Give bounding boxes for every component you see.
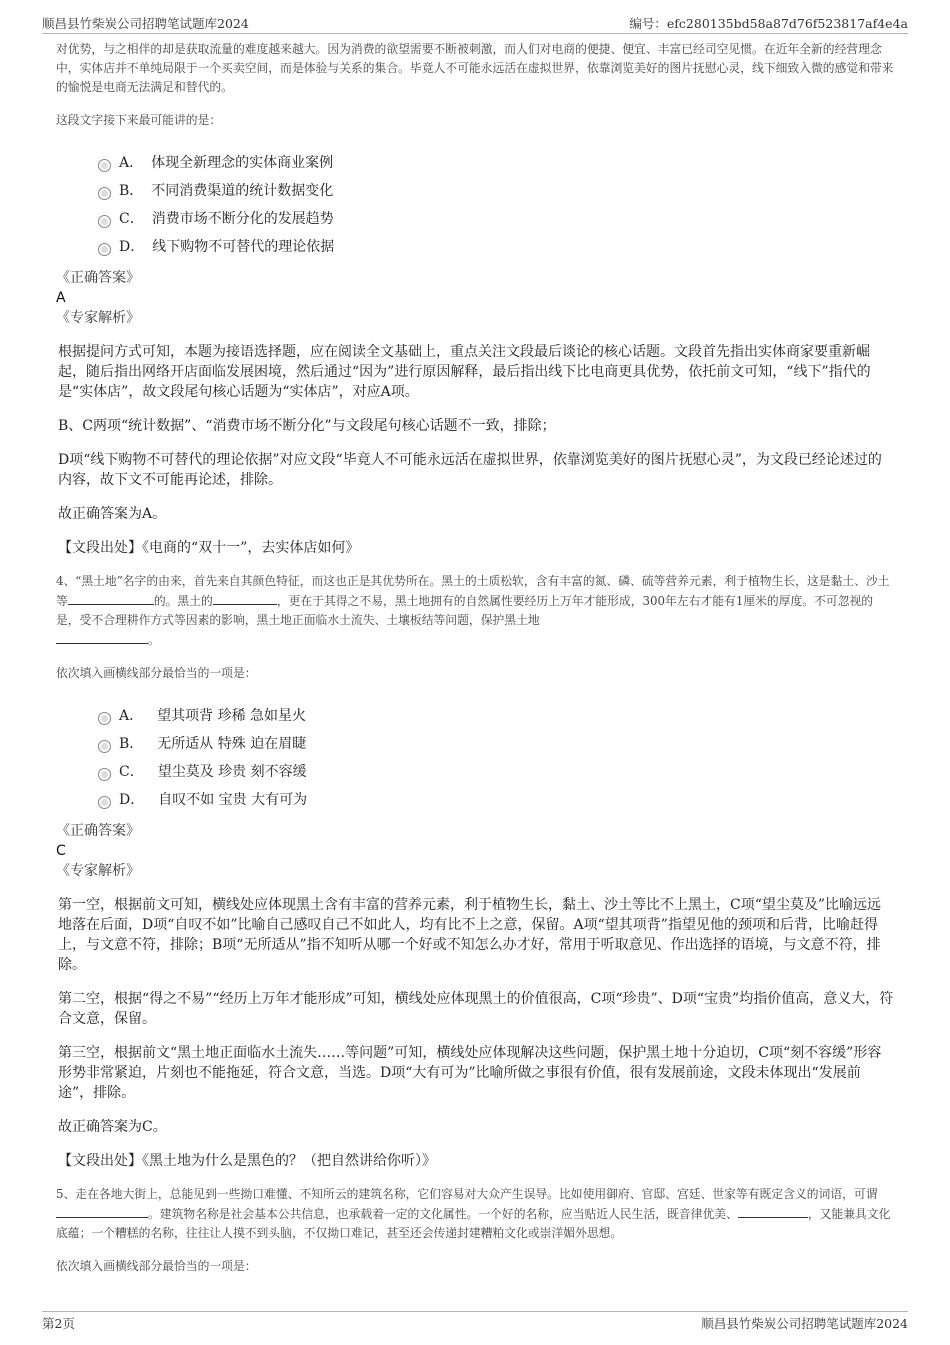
radio-icon[interactable] [98,712,111,725]
q4-blank-3[interactable] [56,630,148,644]
page-content [56,40,894,1294]
q3-analysis-4: 故正确答案为A。 [58,506,167,522]
q4-option-c[interactable]: C． 望尘莫及 珍贵 刻不容缓 [98,757,894,785]
question-4 [56,572,894,1171]
q3-source: 【文段出处】《电商的“双十一”，去实体店如何》 [58,540,360,556]
header-doc-id: 编号：efc280135bd58a87d76f523817af4e4a [629,15,908,31]
q4-analysis-3: 第三空，根据前文“黑土地正面临水土流失……等问题”可知，横线处应体现解决这些问题，保护黑土地十分迫切，C项“刻不容缓”形容形势非常紧迫，片刻也不能拖延，符合文意，当选。D项“大有可为”比喻所做之事很有价值，很有发展前途，文段未体现出“发展前途”，排除。 [58,1045,882,1101]
q4-option-d[interactable]: D． 自叹不如 宝贵 大有可为 [98,785,894,813]
q4-option-a[interactable]: A． 望其项背 珍稀 急如星火 [98,701,894,729]
q4-options [98,701,894,813]
q3-analysis-1: 根据提问方式可知，本题为接语选择题，应在阅读全文基础上，重点关注文段最后谈论的核心话题。文段首先指出实体商家要重新崛起，随后指出网络开店面临发展困境，然后通过“因为”进行原因解释，最后指出线下比电商更具优势，依托前文可知，“线下”指代的是“实体店”，故文段尾句核心话题为“实体店”，对应A项。 [58,344,871,400]
q4-answer: C [56,843,66,859]
question-5 [56,1185,894,1276]
radio-icon[interactable] [98,187,111,200]
q3-prompt: 这段文字接下来最可能讲的是： [56,113,222,127]
q4-analysis-4: 故正确答案为C。 [58,1119,167,1135]
q4-blank-2[interactable] [213,591,277,605]
q3-answer-label: 《正确答案》 [56,270,140,286]
q3-option-a[interactable]: A． 体现全新理念的实体商业案例 [98,148,894,176]
q5-prompt: 依次填入画横线部分最恰当的一项是： [56,1259,257,1273]
footer-title: 顺昌县竹柴炭公司招聘笔试题库2024 [701,1315,908,1331]
q3-option-b[interactable]: B． 不同消费渠道的统计数据变化 [98,176,894,204]
q3-option-c[interactable]: C． 消费市场不断分化的发展趋势 [98,204,894,232]
q4-answer-label: 《正确答案》 [56,823,140,839]
radio-icon[interactable] [98,215,111,228]
q3-answer: A [56,290,66,306]
q5-blank-1[interactable] [56,1204,148,1218]
radio-icon[interactable] [98,740,111,753]
q4-prompt: 依次填入画横线部分最恰当的一项是： [56,666,257,680]
q4-passage: 4、“黑土地”名字的由来，首先来自其颜色特征，而这也正是其优势所在。黑土的土质松软，含有丰富的氮、磷、硫等营养元素，利于植物生长，这是黏土、沙土等 的。黑土的 ，更在于其得之不易，黑土地拥有的自然属性要经历上万年才能形成，300年左右才能有1厘米的厚度。不可忽视的是，受不合理耕作方式等因素的影响，黑土地正面临水土流失、土壤板结等问题，保护黑土地 。 [56,574,890,647]
header-title: 顺昌县竹柴炭公司招聘笔试题库2024 [42,15,249,31]
q5-blank-2[interactable] [738,1204,808,1218]
radio-icon[interactable] [98,768,111,781]
radio-icon[interactable] [98,243,111,256]
q4-analysis-2: 第二空，根据“得之不易”“经历上万年才能形成”可知，横线处应体现黑土的价值很高，C项“珍贵”、D项“宝贵”均指价值高，意义大，符合文意，保留。 [58,991,894,1027]
q4-analysis-label: 《专家解析》 [56,863,140,879]
q3-options [98,148,894,260]
q3-option-d[interactable]: D． 线下购物不可替代的理论依据 [98,232,894,260]
page-footer [42,1311,908,1333]
q5-passage: 5、走在各地大街上，总能见到一些拗口难懂、不知所云的建筑名称，它们容易对大众产生误导。比如使用御府、官邸、宫廷、世家等有既定含义的词语，可谓。建筑物名称是社会基本公共信息，也承载着一定的文化属性。一个好的名称，应当贴近人民生活，既音律优美、 ，又能兼具文化底蕴；一个糟糕的名称，往往让人摸不到头脑，不仅拗口难记，甚至还会传递封建糟粕文化或崇洋媚外思想。 [56,1187,891,1240]
q3-analysis-label: 《专家解析》 [56,310,140,326]
q3-analysis-3: D项“线下购物不可替代的理论依据”对应文段“毕竟人不可能永远活在虚拟世界，依靠浏览美好的图片抚慰心灵”，为文段已经论述过的内容，故下文不可能再论述，排除。 [58,452,882,488]
question-3 [56,40,894,558]
q4-source: 【文段出处】《黑土地为什么是黑色的？（把自然讲给你听）》 [58,1153,436,1169]
q4-option-b[interactable]: B． 无所适从 特殊 迫在眉睫 [98,729,894,757]
q3-passage-tail: 对优势，与之相伴的却是获取流量的难度越来越大。因为消费的欲望需要不断被刺激，而人们对电商的便捷、便宜、丰富已经司空见惯。在近年全新的经营理念中，实体店并不单纯局限于一个买卖空间，而是体验与关系的集合。毕竟人不可能永远活在虚拟世界，依靠浏览美好的图片抚慰心灵，线下细致入微的感觉和带来的愉悦是电商无法满足和替代的。 [56,42,894,94]
q3-analysis-2: B、C两项“统计数据”、“消费市场不断分化”与文段尾句核心话题不一致，排除； [58,418,556,434]
q4-analysis-1: 第一空，根据前文可知，横线处应体现黑土含有丰富的营养元素，利于植物生长，黏土、沙土等比不上黑土，C项“望尘莫及”比喻远远地落在后面，D项“自叹不如”比喻自己感叹自己不如此人，均有比不上之意，保留。A项“望其项背”指望见他的颈项和后背，比喻赶得上，与文意不符，排除；B项“无所适从”指不知听从哪一个好或不知怎么办才好，常用于听取意见、作出选择的语境，与文意不符，排除。 [58,897,882,973]
q4-blank-1[interactable] [68,591,154,605]
page-header [42,12,908,34]
radio-icon[interactable] [98,796,111,809]
page-number: 第2页 [42,1315,75,1331]
radio-icon[interactable] [98,159,111,172]
